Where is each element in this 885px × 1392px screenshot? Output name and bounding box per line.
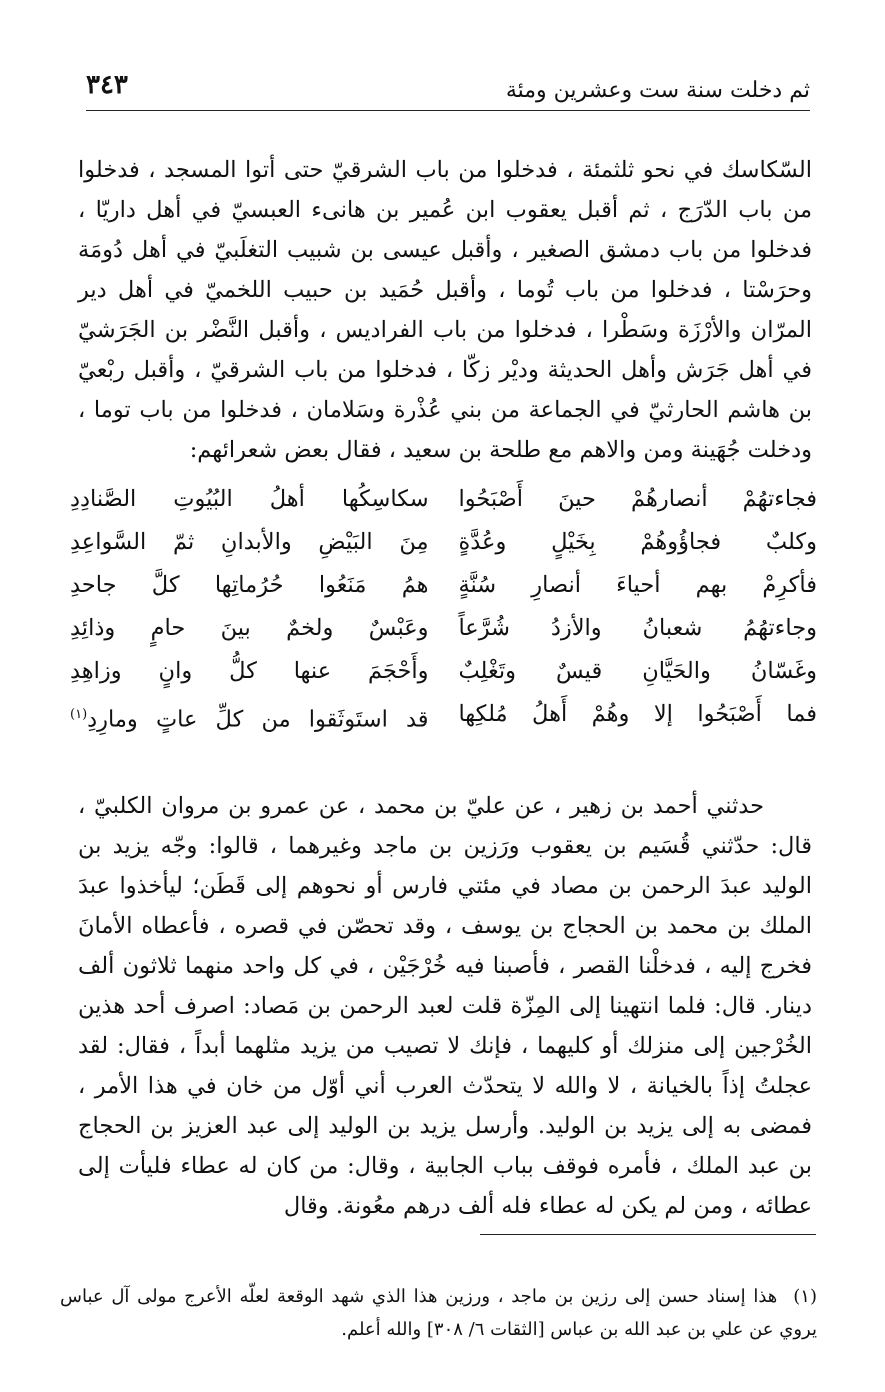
verse-second-half: وعَبْسٌ ولخمٌ بينَ حامٍ وذائِدِ [70, 615, 429, 641]
verse [70, 607, 817, 650]
footnote-text: هذا إسناد حسن إلى رزين بن ماجد ، ورزين هذا الذي شهد الوقعة لعلّه الأعرج مولى آل عباس يروي عن علي بن عبد الله بن عباس [الثقات ٦/ ٣٠٨] والله أعلم. [60, 1286, 817, 1340]
verse-second-half: مِنَ البَيْضِ والأبدانِ ثمّ السَّواعِدِ [70, 529, 429, 555]
footnote-number: (١) [793, 1286, 817, 1307]
verse-first-half: وجاءتهُمُ شعبانُ والأزدُ شُرَّعاً [458, 615, 817, 641]
verse [70, 521, 817, 564]
verse-first-half: فأكرِمْ بهم أحياءَ أنصارِ سُنَّةٍ [458, 572, 817, 598]
verse [70, 564, 817, 607]
verse-first-half: فجاءتهُمْ أنصارهُمْ حينَ أَصْبَحُوا [458, 486, 817, 512]
footnote-divider [480, 1234, 816, 1235]
paragraph-2: حدثني أحمد بن زهير ، عن عليّ بن محمد ، عن عمرو بن مروان الكلبيّ ، قال: حدّثني قُسَيم بن يعقوب ورَزين بن ماجد وغيرهما ، قالوا: وجّه يزيد بن الوليد عبدَ الرحمن بن مصاد في مئتي فارس أو نحوهم إلى قَطَن؛ ليأخذوا عبدَ الملك بن محمد بن الحجاج بن يوسف ، وقد تحصّن في قصره ، فأعطاه الأمانَ فخرج إليه ، فدخلْنا القصر ، فأصبنا فيه خُرْجَيْن ، في كل واحد منهما ثلاثون ألف دينار. قال: فلما انتهينا إلى المِزّة قلت لعبد الرحمن بن مَصاد: اصرف أحد هذين الخُرْجين إلى منزلك أو كليهما ، فإنك لا تصيب من يزيد مثلهما أبداً ، فقال: لقد عجلتُ إذاً بالخيانة ، لا والله لا يتحدّث العرب أني أوّل من خان في هذا الأمر ، فمضى به إلى يزيد بن الوليد. وأرسل يزيد بن الوليد إلى عبد العزيز بن الحجاج بن عبد الملك ، فأمره فوقف بباب الجابية ، وقال: من كان له عطاء فليأت إلى عطائه ، ومن لم يكن له عطاء فله ألف درهم معُونة. وقال [78, 792, 812, 1219]
verse-second-half [70, 693, 429, 736]
verse-first-half: وغَسّانُ والحَيَّانِ قيسٌ وتَغْلِبٌ [458, 658, 817, 684]
page-number: ٣٤٣ [86, 70, 128, 100]
poem [70, 478, 817, 736]
verse [70, 650, 817, 693]
verse [70, 693, 817, 736]
verse [70, 478, 817, 521]
verse-first-half: فما أَصْبَحُوا إلا وهُمْ أَهلُ مُلكِها [458, 701, 817, 727]
footnote [60, 1280, 817, 1346]
verse-second-half: همُ مَنَعُوا حُرُماتِها كلَّ جاحدِ [70, 572, 429, 598]
footnote-reference: (١) [70, 707, 88, 722]
page-header [86, 70, 810, 111]
running-title: ثم دخلت سنة ست وعشرين ومئة [505, 78, 810, 103]
verse-second-half: سكاسِكُها أهلُ البُيُوتِ الصَّنادِدِ [70, 486, 429, 512]
verse-first-half: وكلبٌ فجاؤُوهُمْ بِخَيْلٍ وعُدَّةٍ [458, 529, 817, 555]
verse-second-half: وأَحْجَمَ عنها كلُّ وانٍ وزاهِدِ [70, 658, 429, 684]
paragraph-1: السّكاسك في نحو ثلثمئة ، فدخلوا من باب الشرقيّ حتى أتوا المسجد ، فدخلوا من باب الدّرَج ، ثم أقبل يعقوب ابن عُمير بن هانىء العبسيّ في أهل داريّا ، فدخلوا من باب دمشق الصغير ، وأقبل عيسى بن شبيب التغلَبيّ في أهل دُومَة وحرَسْتا ، فدخلوا من باب تُوما ، وأقبل حُمَيد بن حبيب اللخميّ في أهل دير المرّان والأرْزَة وسَطْرا ، فدخلوا من باب الفراديس ، وأقبل النَّضْر بن الجَرَشيّ في أهل جَرَش وأهل الحديثة وديْر زكّا ، فدخلوا من باب الشرقيّ ، وأقبل ربْعيّ بن هاشم الحارثيّ في الجماعة من بني عُذْرة وسَلامان ، فدخلوا من باب توما ، ودخلت جُهَينة ومن والاهم مع طلحة بن سعيد ، فقال بعض شعرائهم: [78, 156, 812, 463]
verse-second-half-text: قد استَوثَقوا من كلِّ عاتٍ ومارِدِ [87, 706, 429, 733]
